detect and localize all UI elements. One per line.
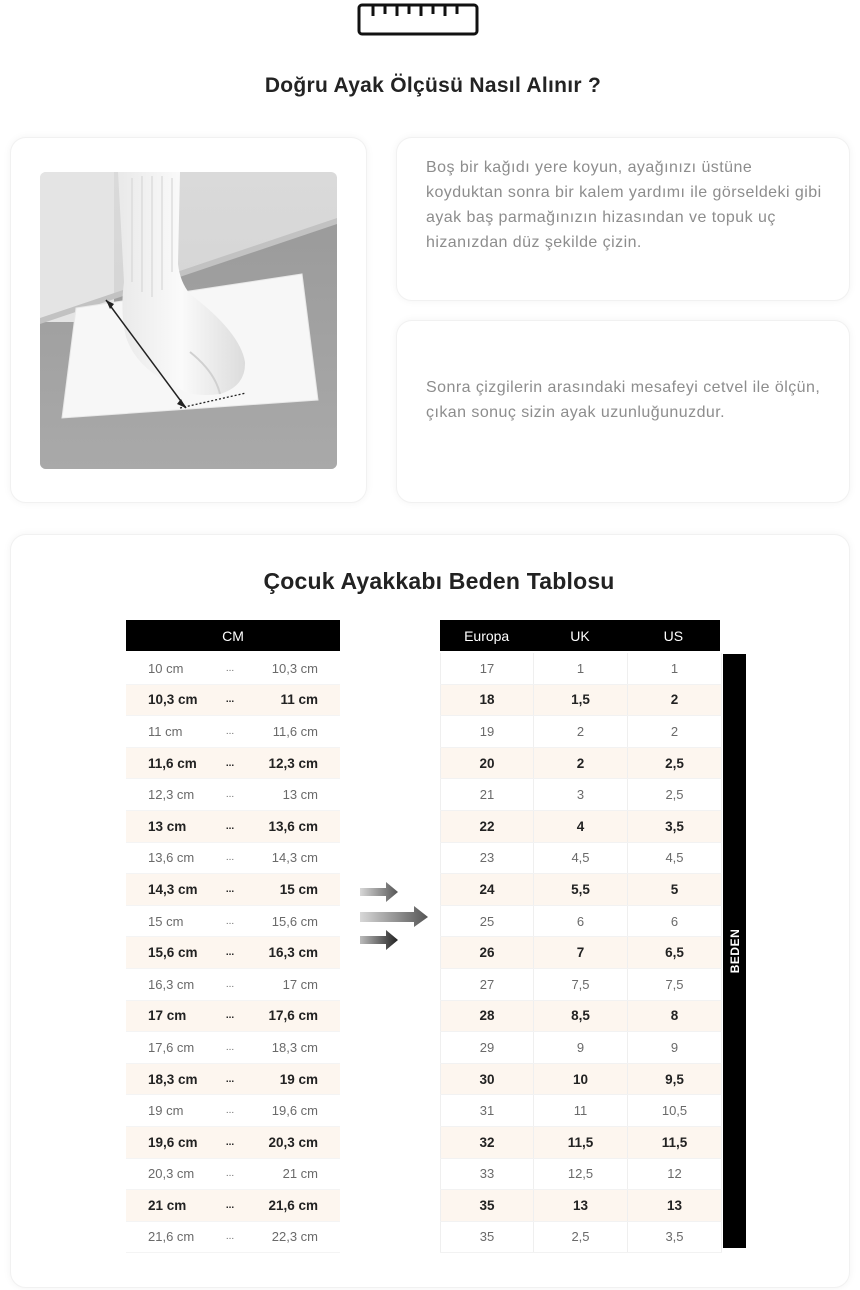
arrows-right-icon — [358, 880, 430, 950]
uk-size: 4,5 — [534, 843, 628, 874]
cm-separator: ... — [225, 662, 235, 674]
cm-to: 11 cm — [280, 692, 318, 708]
europa-size: 18 — [440, 685, 534, 716]
cm-from: 13 cm — [148, 818, 187, 834]
size-row — [440, 1032, 722, 1064]
cm-row — [126, 1095, 340, 1127]
cm-from: 10 cm — [148, 660, 184, 676]
us-size: 2,5 — [628, 748, 722, 779]
cm-to: 20,3 cm — [268, 1134, 318, 1150]
size-table-title: Çocuk Ayakkabı Beden Tablosu — [263, 568, 615, 594]
size-row — [440, 716, 722, 748]
cm-from: 21 cm — [148, 1197, 187, 1213]
size-column-headers — [440, 620, 720, 651]
beden-side-label — [723, 654, 746, 1248]
uk-size: 1 — [534, 653, 628, 684]
cm-from: 17 cm — [148, 1008, 187, 1024]
europa-size: 28 — [440, 1001, 534, 1032]
cm-row — [126, 779, 340, 811]
europa-size: 25 — [440, 906, 534, 937]
size-row — [440, 748, 722, 780]
us-size: 10,5 — [628, 1095, 722, 1126]
cm-separator: ... — [225, 757, 235, 769]
us-size: 6,5 — [628, 937, 722, 968]
cm-to: 10,3 cm — [271, 660, 318, 676]
uk-size: 12,5 — [534, 1159, 628, 1190]
uk-size: 13 — [534, 1190, 628, 1221]
us-header: US — [663, 627, 684, 644]
cm-row — [126, 874, 340, 906]
size-row — [440, 811, 722, 843]
europa-size: 22 — [440, 811, 534, 842]
us-size: 2 — [628, 716, 722, 747]
cm-to: 13 cm — [282, 787, 318, 803]
cm-rows — [126, 653, 340, 1253]
beden-label-text: BEDEN — [727, 928, 742, 974]
europa-size: 26 — [440, 937, 534, 968]
cm-separator: ... — [225, 947, 235, 959]
europa-size: 33 — [440, 1159, 534, 1190]
size-row — [440, 874, 722, 906]
cm-row — [126, 906, 340, 938]
cm-separator: ... — [225, 1041, 235, 1053]
cm-to: 22,3 cm — [271, 1229, 318, 1245]
cm-row — [126, 1159, 340, 1191]
cm-from: 17,6 cm — [148, 1039, 195, 1055]
size-row — [440, 1222, 722, 1254]
uk-size: 2,5 — [534, 1222, 628, 1253]
cm-row — [126, 685, 340, 717]
uk-size: 9 — [534, 1032, 628, 1063]
size-row — [440, 1001, 722, 1033]
uk-size: 8,5 — [534, 1001, 628, 1032]
cm-to: 19 cm — [279, 1071, 318, 1087]
us-size: 9,5 — [628, 1064, 722, 1095]
cm-from: 20,3 cm — [148, 1166, 195, 1182]
us-size: 5 — [628, 874, 722, 905]
uk-size: 7,5 — [534, 969, 628, 1000]
uk-size: 10 — [534, 1064, 628, 1095]
us-size: 13 — [628, 1190, 722, 1221]
europa-size: 29 — [440, 1032, 534, 1063]
cm-from: 19,6 cm — [148, 1134, 198, 1150]
size-row — [440, 685, 722, 717]
uk-size: 1,5 — [534, 685, 628, 716]
cm-row — [126, 653, 340, 685]
size-row — [440, 653, 722, 685]
cm-to: 11,6 cm — [272, 723, 318, 739]
cm-to: 14,3 cm — [271, 850, 318, 866]
cm-row — [126, 811, 340, 843]
step-1-text: Boş bir kağıdı yere koyun, ayağınızı üstüne koyduktan sonra bir kalem yardımı ile görseldeki gibi ayak baş parmağınızın hizasından ve topuk uç hizanızdan düz şekilde çizin. — [426, 159, 822, 251]
cm-to: 21,6 cm — [268, 1197, 318, 1213]
cm-row — [126, 748, 340, 780]
size-row — [440, 1159, 722, 1191]
cm-row — [126, 1127, 340, 1159]
cm-from: 21,6 cm — [148, 1229, 195, 1245]
uk-size: 11,5 — [534, 1127, 628, 1158]
us-size: 12 — [628, 1159, 722, 1190]
cm-column-header: CM — [126, 620, 340, 651]
cm-separator: ... — [225, 978, 235, 990]
europa-size: 30 — [440, 1064, 534, 1095]
page-title: Doğru Ayak Ölçüsü Nasıl Alınır ? — [264, 74, 602, 97]
europa-size: 20 — [440, 748, 534, 779]
cm-row — [126, 1222, 340, 1254]
size-row — [440, 906, 722, 938]
uk-size: 6 — [534, 906, 628, 937]
europa-size: 27 — [440, 969, 534, 1000]
uk-size: 5,5 — [534, 874, 628, 905]
size-row — [440, 937, 722, 969]
cm-to: 17 cm — [282, 976, 318, 992]
europa-size: 32 — [440, 1127, 534, 1158]
europa-size: 24 — [440, 874, 534, 905]
europa-size: 35 — [440, 1222, 534, 1253]
size-row — [440, 779, 722, 811]
cm-from: 13,6 cm — [148, 850, 195, 866]
size-row — [440, 1095, 722, 1127]
cm-to: 16,3 cm — [268, 945, 318, 961]
size-rows — [440, 653, 722, 1253]
size-row — [440, 1190, 722, 1222]
cm-separator: ... — [225, 1199, 235, 1211]
cm-to: 18,3 cm — [271, 1039, 318, 1055]
cm-separator: ... — [225, 1168, 235, 1180]
cm-separator: ... — [225, 883, 235, 895]
cm-to: 15 cm — [279, 881, 318, 897]
uk-size: 11 — [534, 1095, 628, 1126]
size-row — [440, 1127, 722, 1159]
uk-size: 2 — [534, 716, 628, 747]
cm-from: 16,3 cm — [148, 976, 195, 992]
us-size: 8 — [628, 1001, 722, 1032]
cm-to: 19,6 cm — [271, 1103, 318, 1119]
uk-size: 4 — [534, 811, 628, 842]
cm-from: 14,3 cm — [148, 881, 198, 897]
cm-row — [126, 716, 340, 748]
cm-to: 12,3 cm — [268, 755, 318, 771]
cm-separator: ... — [225, 1136, 235, 1148]
uk-size: 3 — [534, 779, 628, 810]
cm-from: 11 cm — [148, 723, 183, 739]
cm-separator: ... — [225, 852, 235, 864]
uk-size: 2 — [534, 748, 628, 779]
cm-from: 11,6 cm — [148, 755, 197, 771]
uk-header: UK — [570, 627, 590, 644]
cm-row — [126, 969, 340, 1001]
europa-size: 17 — [440, 653, 534, 684]
us-size: 2 — [628, 685, 722, 716]
us-size: 4,5 — [628, 843, 722, 874]
us-size: 7,5 — [628, 969, 722, 1000]
us-size: 3,5 — [628, 1222, 722, 1253]
cm-from: 19 cm — [148, 1103, 184, 1119]
foot-measurement-image — [40, 172, 337, 469]
europa-header: Europa — [464, 627, 510, 644]
cm-separator: ... — [225, 789, 235, 801]
cm-separator: ... — [225, 1073, 235, 1085]
europa-size: 35 — [440, 1190, 534, 1221]
size-row — [440, 1064, 722, 1096]
cm-separator: ... — [225, 820, 235, 832]
cm-row — [126, 1032, 340, 1064]
cm-separator: ... — [225, 694, 235, 706]
cm-from: 15 cm — [148, 913, 184, 929]
cm-separator: ... — [225, 915, 235, 927]
cm-from: 12,3 cm — [148, 787, 195, 803]
cm-from: 18,3 cm — [148, 1071, 198, 1087]
cm-to: 15,6 cm — [271, 913, 318, 929]
ruler-icon — [357, 2, 479, 37]
us-size: 11,5 — [628, 1127, 722, 1158]
uk-size: 7 — [534, 937, 628, 968]
europa-size: 19 — [440, 716, 534, 747]
cm-separator: ... — [225, 1231, 235, 1243]
us-size: 1 — [628, 653, 722, 684]
us-size: 9 — [628, 1032, 722, 1063]
cm-to: 13,6 cm — [268, 818, 318, 834]
size-row — [440, 969, 722, 1001]
cm-from: 15,6 cm — [148, 945, 198, 961]
us-size: 3,5 — [628, 811, 722, 842]
cm-row — [126, 937, 340, 969]
cm-row — [126, 1190, 340, 1222]
cm-to: 17,6 cm — [268, 1008, 318, 1024]
cm-separator: ... — [225, 1105, 235, 1117]
size-row — [440, 843, 722, 875]
cm-separator: ... — [225, 1010, 235, 1022]
cm-to: 21 cm — [282, 1166, 318, 1182]
cm-row — [126, 843, 340, 875]
cm-separator: ... — [225, 725, 235, 737]
step-2-text: Sonra çizgilerin arasındaki mesafeyi cetvel ile ölçün, çıkan sonuç sizin ayak uzunluğunuzdur. — [426, 379, 821, 421]
us-size: 6 — [628, 906, 722, 937]
europa-size: 23 — [440, 843, 534, 874]
cm-from: 10,3 cm — [148, 692, 198, 708]
cm-row — [126, 1064, 340, 1096]
europa-size: 31 — [440, 1095, 534, 1126]
europa-size: 21 — [440, 779, 534, 810]
us-size: 2,5 — [628, 779, 722, 810]
cm-row — [126, 1001, 340, 1033]
